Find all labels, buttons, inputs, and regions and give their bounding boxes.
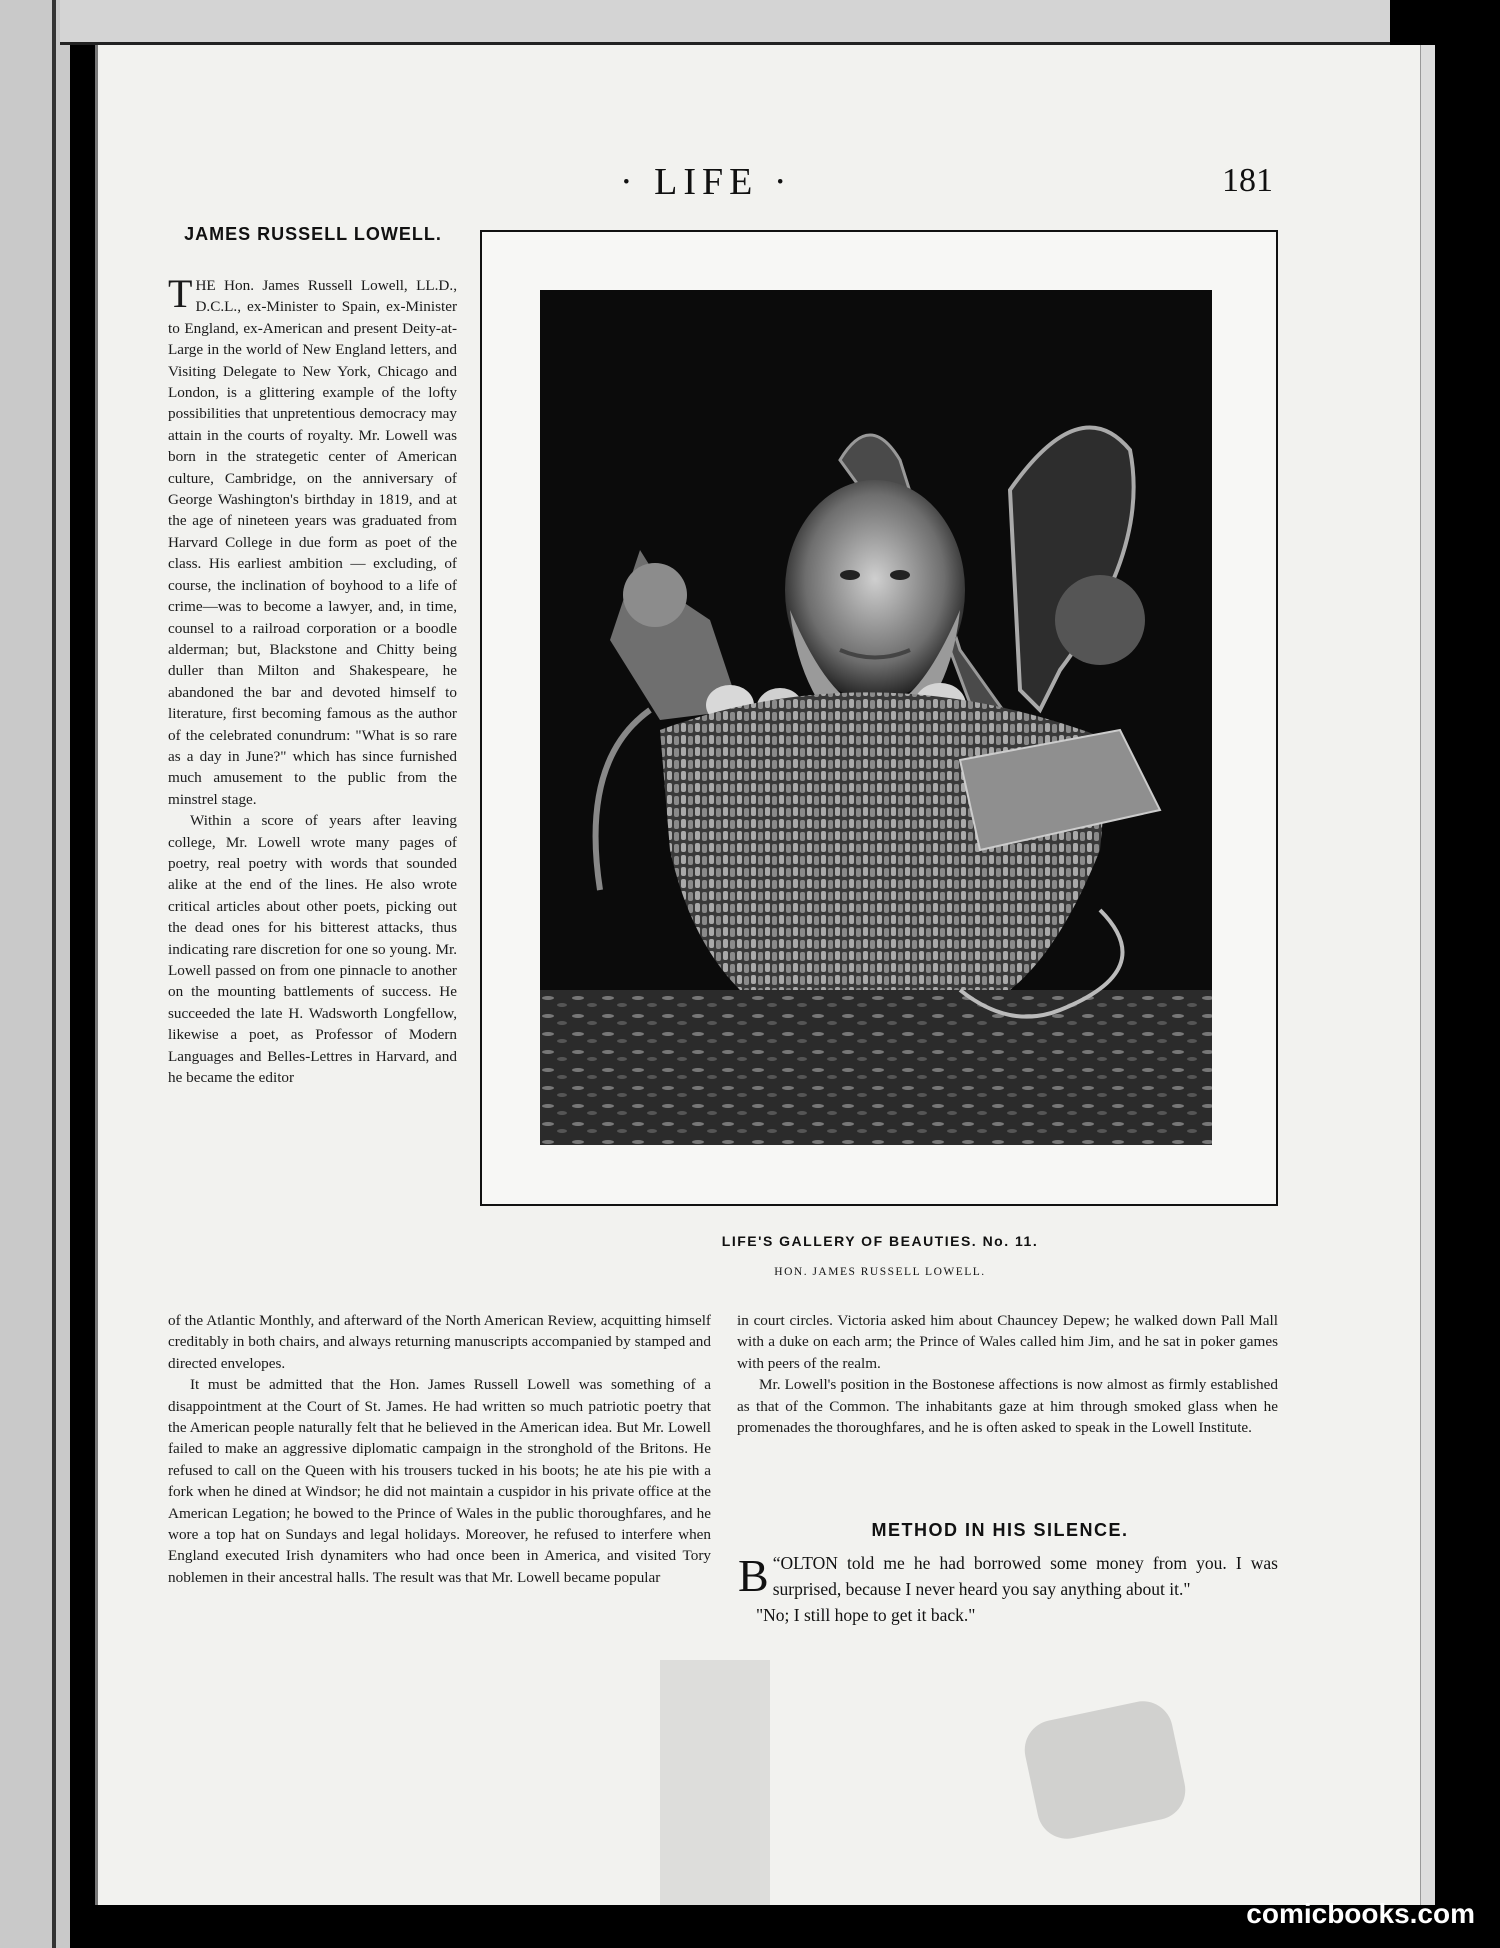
method-text: [738, 1550, 1278, 1628]
illustration-subcaption: HON. JAMES RUSSELL LOWELL.: [774, 1266, 986, 1278]
dropcap: T: [168, 271, 193, 316]
method-line-2: "No; I still hope to get it back.": [756, 1605, 976, 1625]
article-column-narrow: [168, 271, 457, 1088]
paragraph-2: Within a score of years after leaving college, Mr. Lowell wrote many pages of poetry, real poetry with words that sounded alike at the end of the lines. He also wrote critical articles about other poets, picking out the dead ones for his bitterest attacks, thus indicating rare discretion for one so young. Mr. Lowell passed on from one pinnacle to another on the mounting battlements of success. He succeeded the late H. Wadsworth Longfellow, likewise a poet, as Professor of Modern Languages and Belles-Lettres in Harvard, and he became the editor: [168, 812, 457, 1087]
method-title: METHOD IN HIS SILENCE.: [871, 1520, 1129, 1540]
article-title: JAMES RUSSELL LOWELL.: [184, 224, 442, 244]
top-page-edge: [60, 0, 1390, 45]
paragraph-3-cont: in court circles. Victoria asked him about Chauncey Depew; he walked down Pall Mall with a duke on each arm; the Prince of Wales called him Jim, and he sat in poker games with peers of the realm.: [737, 1312, 1278, 1372]
method-line-1: OLTON told me he had borrowed some money from you. I was surprised, because I never heard you say anything about it.": [772, 1553, 1278, 1599]
article-column-right: [737, 1310, 1278, 1438]
paragraph-4: Mr. Lowell's position in the Bostonese affections is now almost as firmly established as that of the Common. The inhabitants gaze at him through smoked glass when he promenades the thoroughfares, and he is often asked to speak in the Lowell Institute.: [737, 1376, 1278, 1437]
watermark: comicbooks.com: [1246, 1898, 1475, 1929]
page-number: 181: [1222, 162, 1273, 199]
portrait-photo: [540, 290, 1212, 1145]
method-dropcap: B: [738, 1550, 769, 1601]
left-page-edge: [0, 0, 70, 1948]
open-quote: “: [772, 1553, 781, 1573]
paragraph-3: It must be admitted that the Hon. James Russell Lowell was something of a disappointment at the Court of St. James. He had written so much patriotic poetry that the American people naturally felt that he believed in the American idea. But Mr. Lowell failed to make an aggressive diplomatic campaign in the stronghold of the Britons. He refused to call on the Queen with his trousers tucked in his boots; he ate his pie with a fork when he dined at Windsor; he did not maintain a cuspidor in his private office at the American Legation; he bowed to the Prince of Wales in the public thoroughfares, and he wore a top hat on Sundays and legal holidays. Moreover, he refused to interfere when England executed Irish dynamiters who had once been in America, and visited Tory noblemen in their ancestral halls. The result was that Mr. Lowell became popular: [168, 1376, 711, 1586]
paragraph-1: HE Hon. James Russell Lowell, LL.D., D.C.L., ex-Minister to Spain, ex-Minister to England, ex-American and present Deity-at-Large in the world of New England letters, and Visiting Delegate to New York, Chicago and London, is a glittering example of the lofty possibilities that unpretentious democracy may attain in the courts of royalty. Mr. Lowell was born in the strategetic center of American culture, Cambridge, on the anniversary of George Washington's birthday in 1819, and at the age of nineteen years was graduated from Harvard College in due form as poet of the class. His earliest ambition — excluding, of course, the inclination of boyhood to a life of crime—was to become a lawyer, and, in time, counsel to a railroad corporation or a boodle alderman; but, Blackstone and Chitty being duller than Milton and Shakespeare, he abandoned the bar and devoted himself to literature, first becoming famous as the author of the celebrated conundrum: "What is so rare as a day in June?" which has since furnished much amusement to the public from the minstrel stage.: [168, 277, 457, 808]
paragraph-2-cont: of the Atlantic Monthly, and afterward of the North American Review, acquitting himself creditably in both chairs, and always returning manuscripts accompanied by stamped and directed envelopes.: [168, 1312, 711, 1372]
article-column-wide: [168, 1310, 711, 1588]
tape-stain: [660, 1660, 770, 1905]
right-page-edge: [1420, 45, 1435, 1905]
illustration-caption: LIFE'S GALLERY OF BEAUTIES. No. 11.: [721, 1233, 1039, 1249]
masthead: · LIFE ·: [620, 161, 793, 203]
